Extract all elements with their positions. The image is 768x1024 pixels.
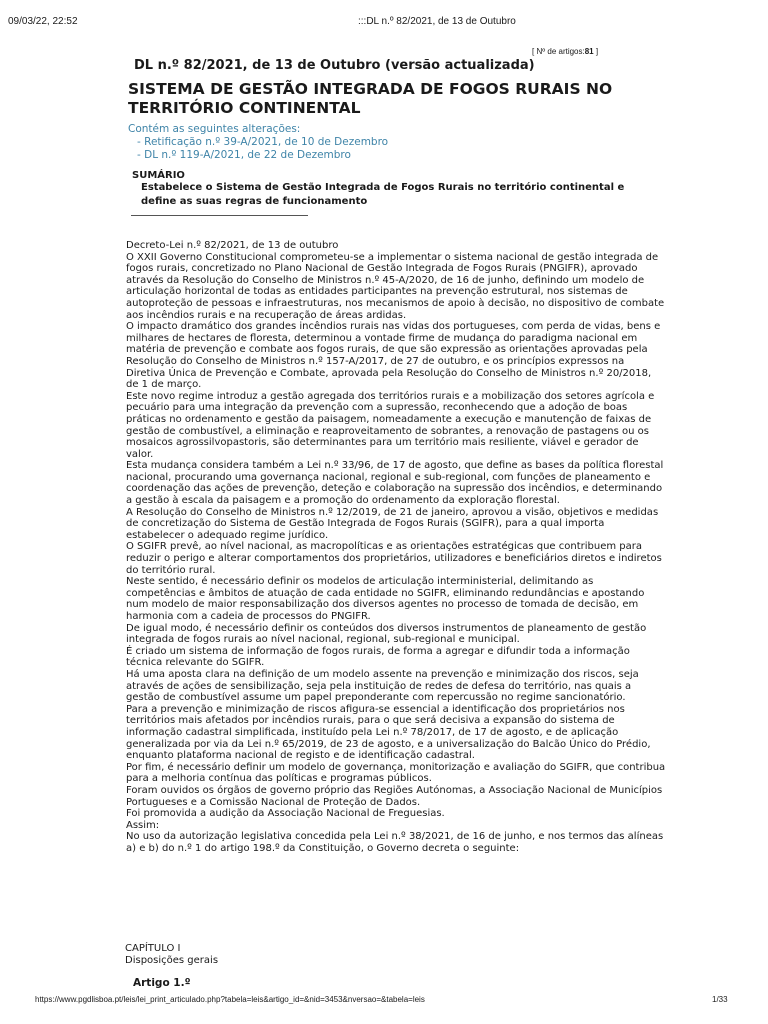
system-title bbox=[128, 80, 688, 118]
body-paragraph: Este novo regime introduz a gestão agregada dos territórios rurais e a mobilização dos setores agrícola e pecuário para uma integração da prevenção com a supressão, reconhecendo que a adoção de boas práticas no ordenamento e gestão da paisagem, nomeadamente a execução e manutenção de faixas de gestão de combustível, a eliminação e reaproveitamento de sobrantes, a renovação de pastagens ou os mosaicos agrossilvopastoris, são determinantes para um território mais resiliente, viável e gerador de valor. bbox=[126, 390, 655, 460]
article-count-close: ] bbox=[595, 47, 599, 56]
body-paragraph: Esta mudança considera também a Lei n.º 33/96, de 17 de agosto, que define as bases da política florestal nacional, procurando uma governança nacional, regional e sub-regional, com funções de planeamento e coordenação das ações de prevenção, deteção e colaboração na supressão dos incêndios, e determinando a gestão à escala da paisagem e a promoção do ordenamento da exploração florestal. bbox=[126, 460, 664, 507]
body-paragraph: Foram ouvidos os órgãos de governo próprio das Regiões Autónomas, a Associação Nacional de Municípios Portugueses e a Comissão Nacional de Proteção de Dados. bbox=[126, 784, 663, 808]
print-url: https://www.pgdlisboa.pt/leis/lei_print_articulado.php?tabela=leis&artigo_id=&nid=3453&nversao=&tabela=leis bbox=[35, 995, 425, 1004]
body-paragraph: É criado um sistema de informação de fogos rurais, de forma a agregar e difundir toda a informação técnica relevante do SGIFR. bbox=[126, 645, 630, 669]
page-number: 1/33 bbox=[712, 995, 728, 1004]
body-paragraph: Assim: bbox=[126, 819, 160, 831]
print-datetime: 09/03/22, 22:52 bbox=[8, 16, 78, 27]
body-paragraph: O XXII Governo Constitucional comprometeu-se a implementar o sistema nacional de gestão integrada de fogos rurais, concretizado no Plano Nacional de Gestão Integrada de Fogos Rurais (PNGIFR), aprovado através da Resolução do Conselho de Ministros n.º 45-A/2020, de 16 de junho, definindo um modelo de articulação horizontal de todas as entidades participantes na prevenção estrutural, nos sistemas de autoproteção de pessoas e infraestruturas, nos mecanismos de apoio à decisão, no dispositivo de combate aos incêndios rurais e na recuperação de áreas ardidas. bbox=[126, 251, 665, 321]
system-title-line-2: TERRITÓRIO CONTINENTAL bbox=[128, 99, 361, 117]
article-count bbox=[532, 47, 598, 56]
body-paragraph: Foi promovida a audição da Associação Nacional de Freguesias. bbox=[126, 808, 445, 820]
print-page-title: :::DL n.º 82/2021, de 13 de Outubro bbox=[358, 16, 516, 27]
article-count-value: 81 bbox=[584, 47, 594, 56]
summary-label: SUMÁRIO bbox=[132, 170, 185, 181]
body-paragraph: Por fim, é necessário definir um modelo de governança, monitorização e avaliação do SGIFR, que contribua para a melhoria contínua das políticas e programas públicos. bbox=[126, 761, 666, 785]
summary-separator bbox=[131, 215, 308, 216]
body-paragraph: Para a prevenção e minimização de riscos afigura-se essencial a identificação dos proprietários nos territórios mais afetados por incêndios rurais, para o que será decisiva a expansão do sistema de informação cadastral simplificada, instituído pela Lei n.º 78/2017, de 17 de agosto, e de aplicação generalizada por via da Lei n.º 65/2019, de 23 de agosto, e a universalização do Balcão Único do Prédio, enquanto plataforma nacional de registo e de identificação cadastral. bbox=[126, 703, 651, 762]
article-heading: Artigo 1.º bbox=[133, 977, 191, 989]
alterations-heading: Contém as seguintes alterações: bbox=[128, 123, 301, 135]
decree-reference: Decreto-Lei n.º 82/2021, de 13 de outubro bbox=[126, 240, 339, 251]
body-paragraph: A Resolução do Conselho de Ministros n.º 12/2019, de 21 de janeiro, aprovou a visão, objetivos e medidas de concretização do Sistema de Gestão Integrada de Fogos Rurais (SGIFR), para a qual importa estabelecer o adequado regime jurídico. bbox=[126, 506, 659, 541]
body-paragraph: O SGIFR prevê, ao nível nacional, as macropolíticas e as orientações estratégicas que contribuem para reduzir o perigo e alterar comportamentos dos proprietários, utilizadores e beneficiários diretos e indiretos do território rural. bbox=[126, 541, 662, 576]
article-count-open: [ Nº de artigos: bbox=[532, 47, 585, 56]
decree-body bbox=[126, 240, 666, 854]
body-paragraph: O impacto dramático dos grandes incêndios rurais nas vidas dos portugueses, com perda de vidas, bens e milhares de hectares de floresta, determinou a vontade firme de mudança do paradigma nacional em matéria de prevenção e combate aos fogos rurais, de que são expressão as orientações aprovadas pela Resolução do Conselho de Ministros n.º 157-A/2017, de 27 de outubro, e os princípios expressos na Diretiva Única de Prevenção e Combate, aprovada pela Resolução do Conselho de Ministros n.º 20/2018, de 1 de março. bbox=[126, 321, 661, 391]
chapter-title: Disposições gerais bbox=[125, 955, 219, 966]
body-paragraph: Há uma aposta clara na definição de um modelo assente na prevenção e minimização dos riscos, seja através de ações de sensibilização, seja pela instituição de redes de defesa do território, nas quais a gestão de combustível assume um papel preponderante com repercussão no regime sancionatório. bbox=[126, 668, 639, 704]
chapter-label: CAPÍTULO I bbox=[125, 943, 181, 954]
body-paragraph: Neste sentido, é necessário definir os modelos de articulação interministerial, delimitando as competências e âmbitos de atuação de cada entidade no SGIFR, eliminando redundâncias e apostando num modelo de maior responsabilização dos diversos agentes no processo de tomada de decisão, em harmonia com a cadeia de processos do PNGIFR. bbox=[126, 576, 645, 622]
alteration-link[interactable]: - Retificação n.º 39-A/2021, de 10 de Dezembro bbox=[137, 136, 389, 148]
body-paragraph: De igual modo, é necessário definir os conteúdos dos diversos instrumentos de planeamento de gestão integrada de fogos rurais ao nível nacional, regional, sub-regional e municipal. bbox=[126, 622, 647, 646]
chapter-heading bbox=[125, 943, 218, 967]
system-title-line-1: SISTEMA DE GESTÃO INTEGRADA DE FOGOS RURAIS NO bbox=[128, 80, 613, 98]
decree-title: DL n.º 82/2021, de 13 de Outubro (versão actualizada) bbox=[134, 58, 535, 73]
summary-text: Estabelece o Sistema de Gestão Integrada de Fogos Rurais no território continental e define as suas regras de funcionamento bbox=[141, 182, 625, 207]
body-paragraph: No uso da autorização legislativa concedida pela Lei n.º 38/2021, de 16 de junho, e nos termos das alíneas a) e b) do n.º 1 do artigo 198.º da Constituição, o Governo decreta o seguinte: bbox=[126, 831, 664, 854]
alteration-link[interactable]: - DL n.º 119-A/2021, de 22 de Dezembro bbox=[137, 149, 351, 161]
alterations-block bbox=[128, 123, 388, 162]
